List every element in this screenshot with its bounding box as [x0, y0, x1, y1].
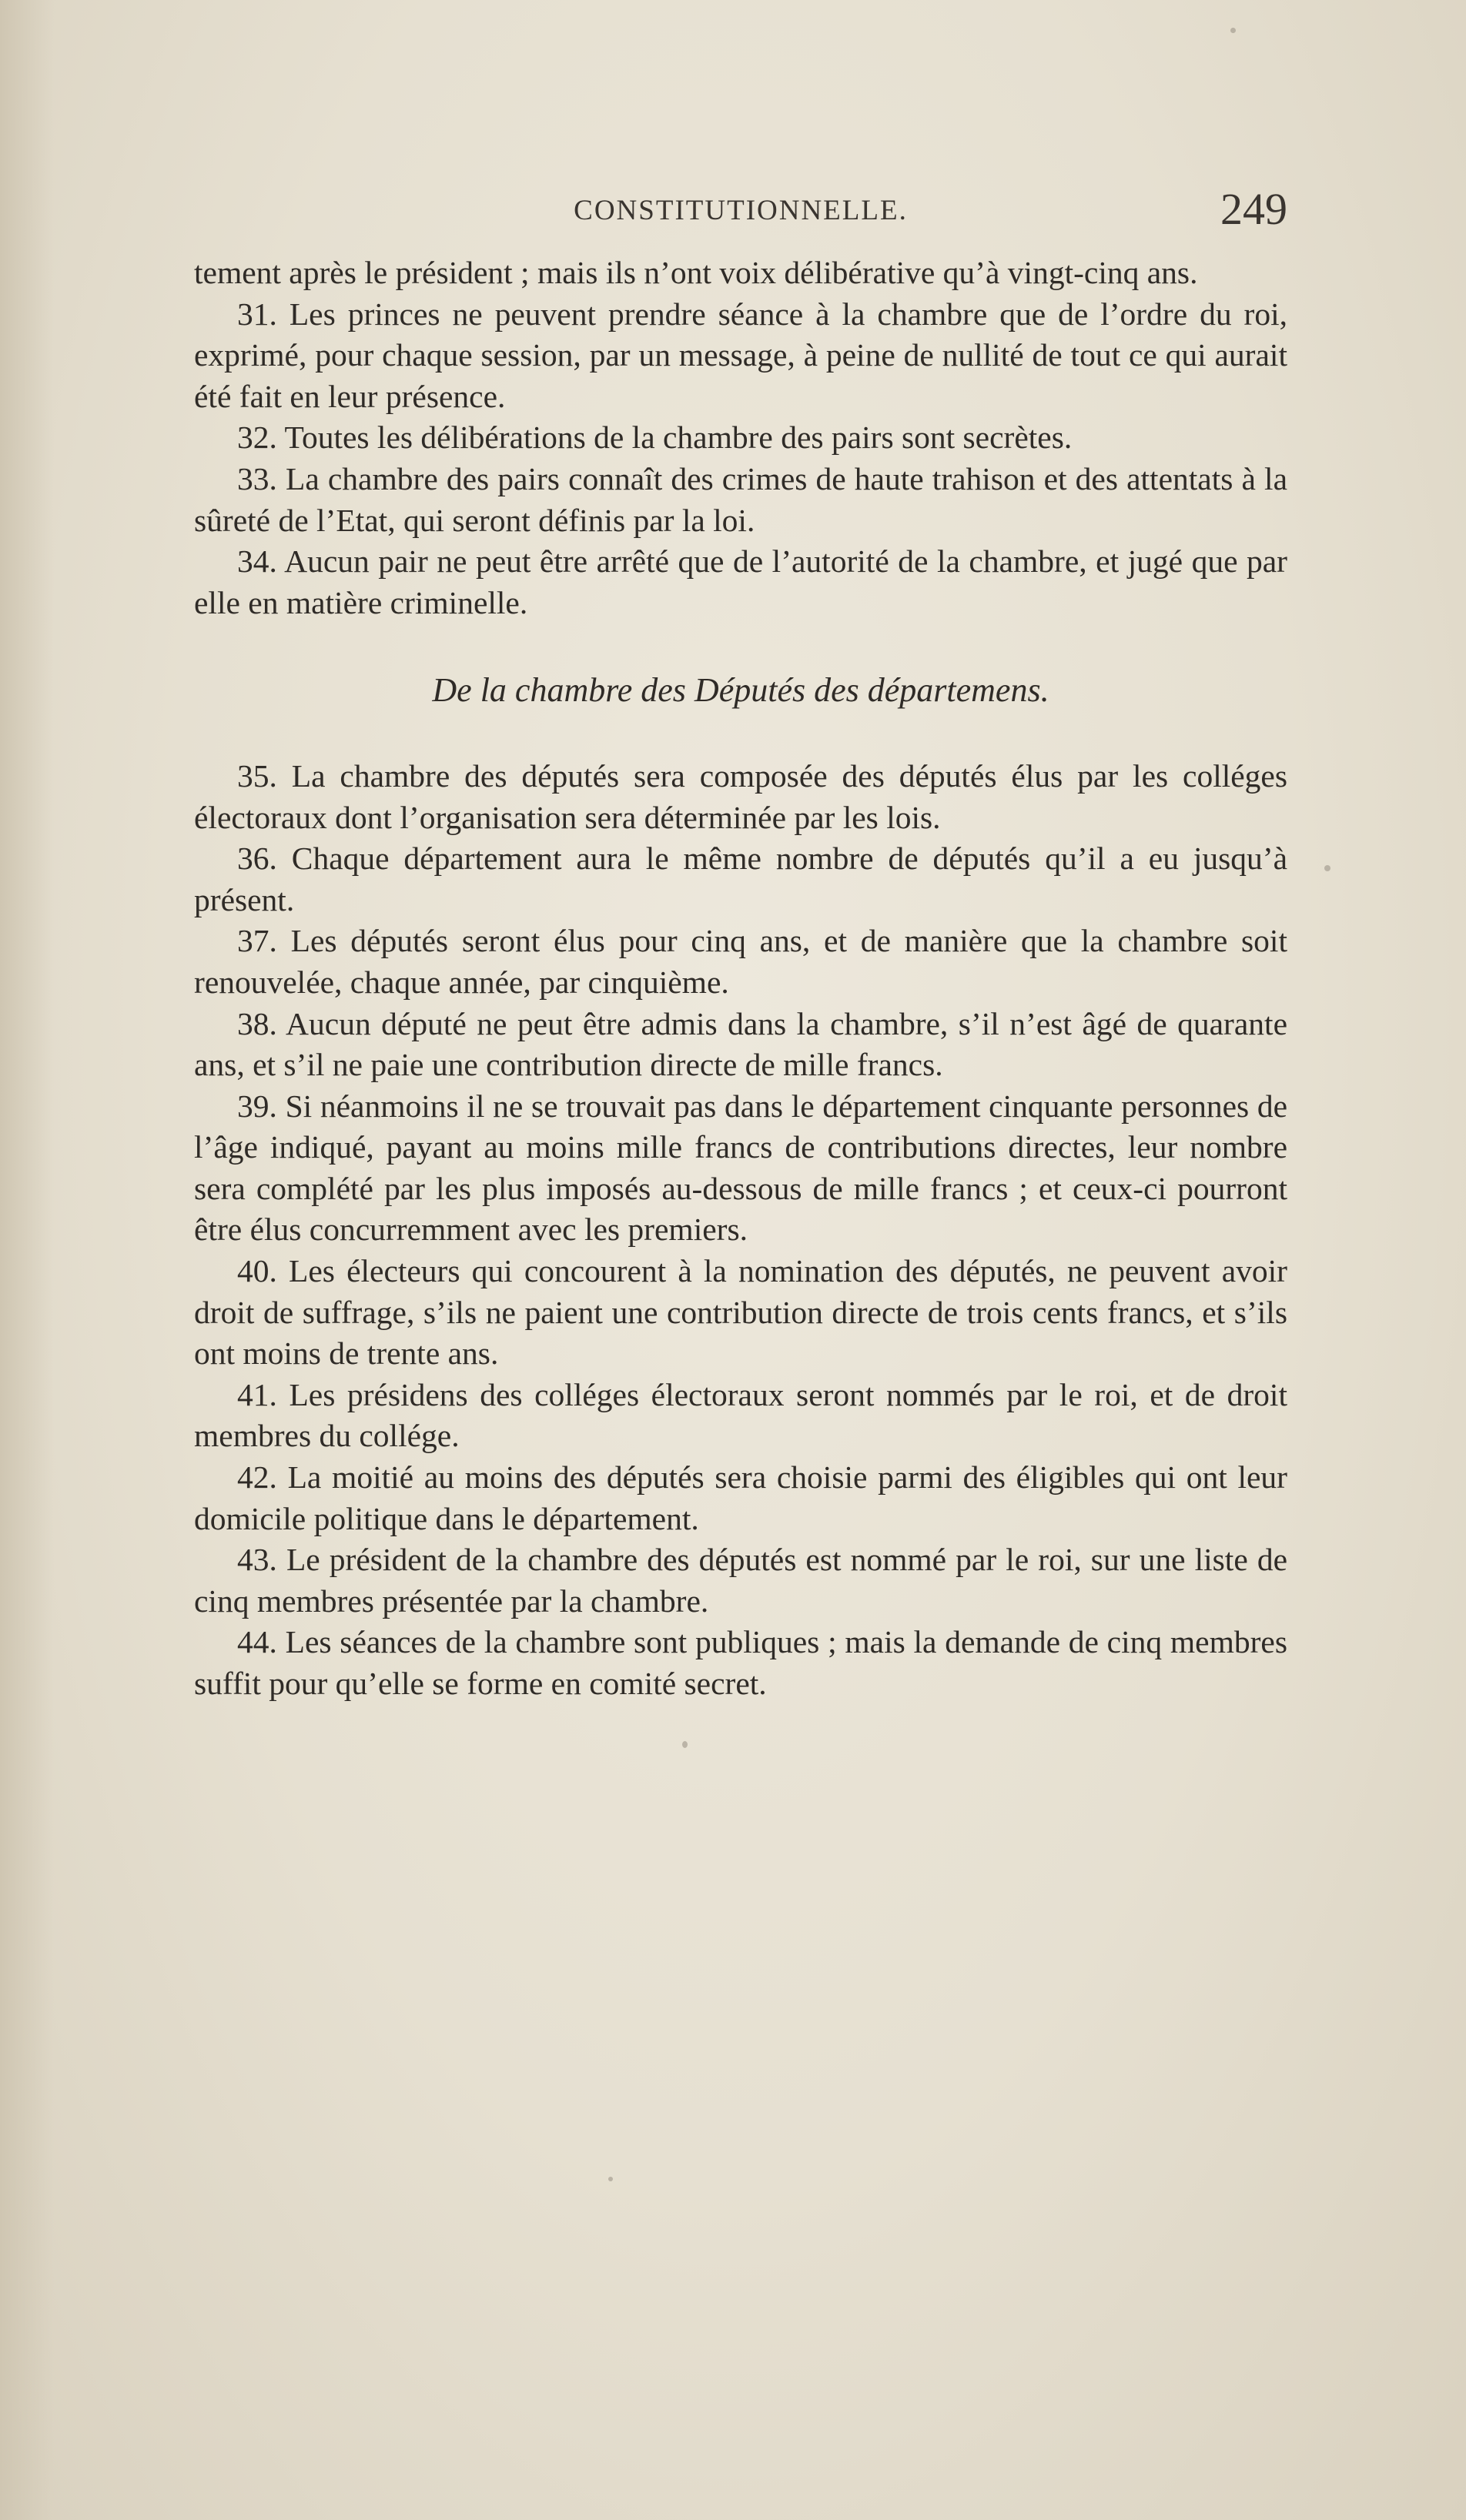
- article-40: 40. Les électeurs qui concourent à la nomination des députés, ne peuvent avoir droit de suffrage, s’ils ne paient une contribution directe de trois cents francs, et s’ils ont moins de trente ans.: [194, 1253, 1287, 1372]
- paper-spot: [1230, 28, 1236, 33]
- article-34: 34. Aucun pair ne peut être arrêté que de l’autorité de la chambre, et jugé que par elle en matière criminelle.: [194, 543, 1287, 620]
- paper-spot: [682, 1741, 688, 1748]
- article-39: 39. Si néanmoins il ne se trouvait pas dans le département cinquante personnes de l’âge indiqué, payant au moins mille francs de contributions directes, leur nombre sera complété par les plus imposés au-dessous de mille francs ; et ceux-ci pourront être élus concurremment avec les premiers.: [194, 1088, 1287, 1248]
- running-title: CONSTITUTIONNELLE.: [574, 195, 908, 226]
- paragraph-continuation: tement après le président ; mais ils n’ont voix délibérative qu’à vingt-cinq ans.: [194, 255, 1198, 290]
- page-body: [194, 252, 1287, 1705]
- article-36: 36. Chaque département aura le même nombre de députés qu’il a eu jusqu’à présent.: [194, 841, 1287, 917]
- article-42: 42. La moitié au moins des députés sera choisie parmi des éligibles qui ont leur domicile politique dans le département.: [194, 1459, 1287, 1536]
- article-37: 37. Les députés seront élus pour cinq ans, et de manière que la chambre soit renouvelée, chaque année, par cinquième.: [194, 923, 1287, 1000]
- section-heading: De la chambre des Députés des départemens.: [432, 671, 1049, 710]
- article-41: 41. Les présidens des colléges électoraux seront nommés par le roi, et de droit membres du collége.: [194, 1376, 1287, 1454]
- page-number: 249: [1220, 184, 1287, 234]
- page-gutter-shadow: [0, 0, 54, 2520]
- article-32: 32. Toutes les délibérations de la chambre des pairs sont secrètes.: [237, 419, 1073, 456]
- paper-spot: [1324, 865, 1330, 871]
- paper-spot: [608, 2177, 613, 2181]
- article-44: 44. Les séances de la chambre sont publiques ; mais la demande de cinq membres suffit pour qu’elle se forme en comité secret.: [194, 1624, 1287, 1701]
- page-header: [194, 183, 1287, 237]
- article-38: 38. Aucun député ne peut être admis dans la chambre, s’il n’est âgé de quarante ans, et s’il ne paie une contribution directe de mille francs.: [194, 1005, 1287, 1083]
- article-35: 35. La chambre des députés sera composée des députés élus par les colléges électoraux dont l’organisation sera déterminée par les lois.: [194, 757, 1287, 835]
- article-43: 43. Le président de la chambre des députés est nommé par le roi, sur une liste de cinq membres présentée par la chambre.: [194, 1542, 1287, 1619]
- article-33: 33. La chambre des pairs connaît des crimes de haute trahison et des attentats à la sûreté de l’Etat, qui seront définis par la loi.: [194, 460, 1287, 538]
- article-31: 31. Les princes ne peuvent prendre séance à la chambre que de l’ordre du roi, exprimé, pour chaque session, par un message, à peine de nullité de tout ce qui aurait été fait en leur présence.: [194, 296, 1287, 414]
